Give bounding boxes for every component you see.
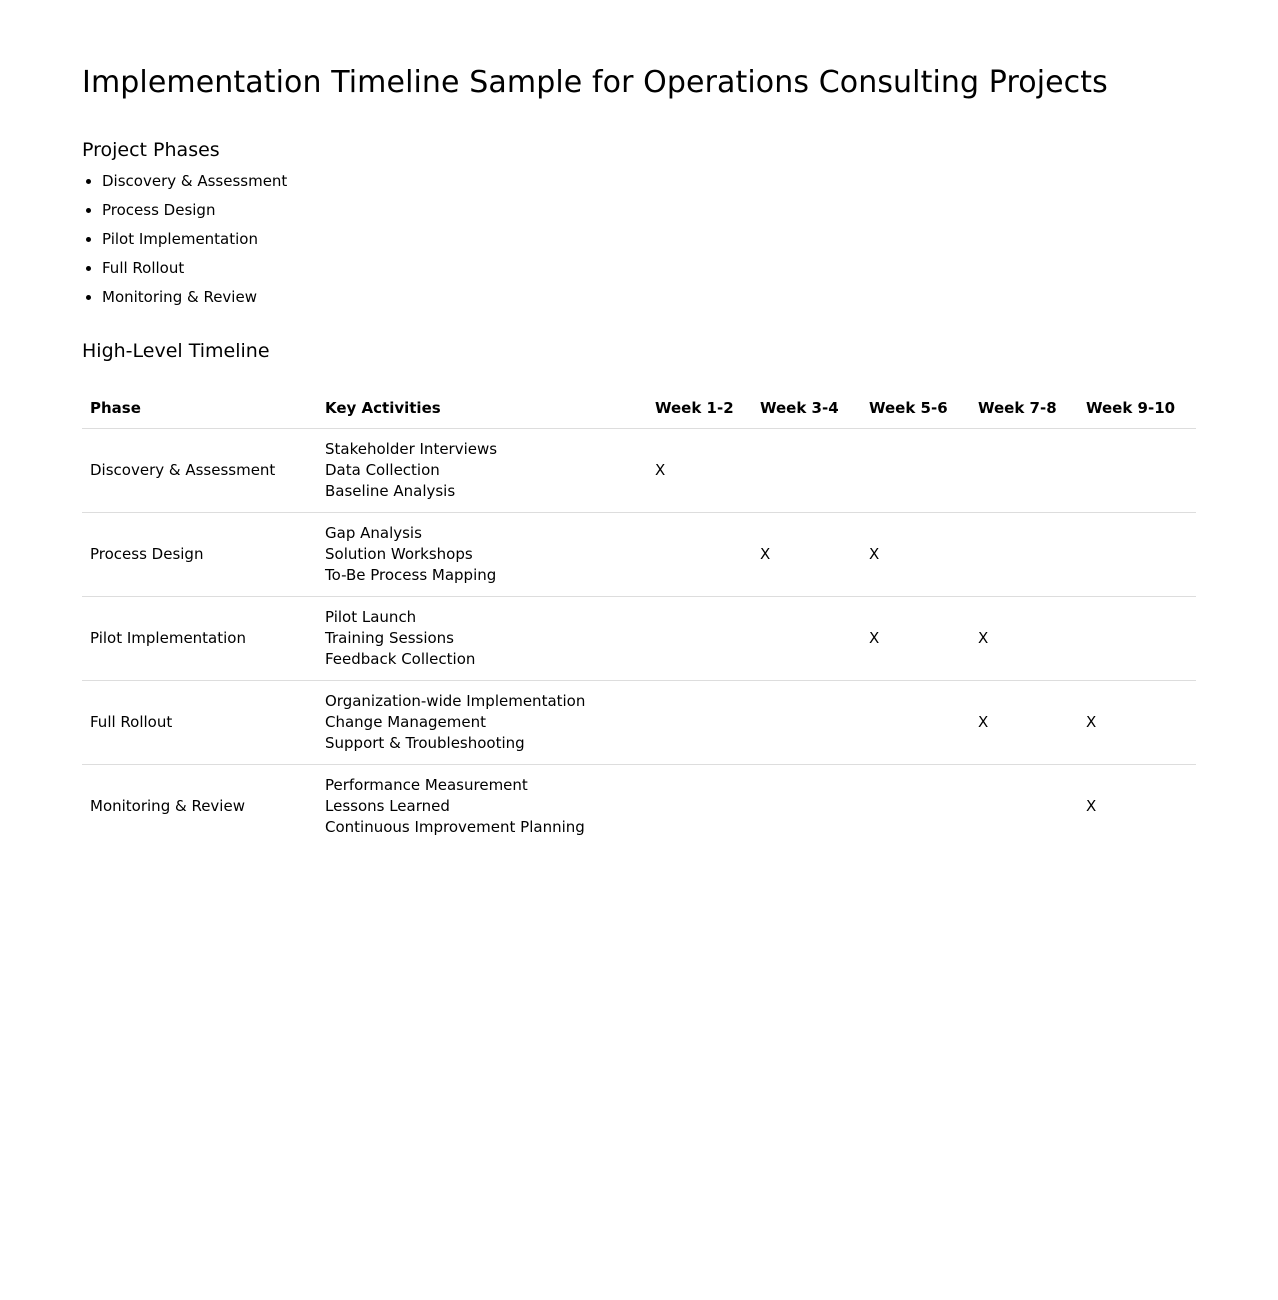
activity: Feedback Collection (325, 650, 476, 668)
activity: Lessons Learned (325, 797, 450, 815)
table-header-row (82, 388, 1196, 429)
week-cell (752, 597, 861, 681)
project-phases-list (82, 171, 1196, 308)
activity: Organization-wide Implementation (325, 692, 586, 710)
week-cell (970, 513, 1078, 597)
week-cell (647, 681, 752, 765)
week-cell (647, 513, 752, 597)
activity: Continuous Improvement Planning (325, 818, 585, 836)
activity: Baseline Analysis (325, 482, 456, 500)
phase-cell: Full Rollout (82, 681, 317, 765)
timeline-table (82, 388, 1196, 848)
week-cell (752, 429, 861, 513)
list-item: • Discovery & Assessment (102, 171, 1196, 192)
week-cell (1078, 597, 1196, 681)
week-cell: X (861, 597, 970, 681)
activity: Support & Troubleshooting (325, 734, 525, 752)
week-cell: X (970, 681, 1078, 765)
column-header-week-1-2: Week 1-2 (647, 388, 752, 429)
list-item: • Process Design (102, 200, 1196, 221)
activity: Change Management (325, 713, 487, 731)
table-row (82, 765, 1196, 849)
activity: Solution Workshops (325, 545, 473, 563)
week-cell: X (970, 597, 1078, 681)
week-cell (647, 765, 752, 849)
week-cell (861, 681, 970, 765)
table-row (82, 597, 1196, 681)
week-cell (1078, 429, 1196, 513)
column-header-key-activities: Key Activities (317, 388, 647, 429)
table-row (82, 513, 1196, 597)
activity: Data Collection (325, 461, 440, 479)
week-cell: X (647, 429, 752, 513)
activities-cell (317, 429, 647, 513)
timeline-heading: High-Level Timeline (82, 340, 270, 362)
activities-cell (317, 513, 647, 597)
page-title: Implementation Timeline Sample for Operations Consulting Projects (82, 65, 1108, 100)
list-item: • Monitoring & Review (102, 287, 1196, 308)
week-cell: X (1078, 681, 1196, 765)
activity: Performance Measurement (325, 776, 528, 794)
week-cell: X (752, 513, 861, 597)
week-cell (970, 429, 1078, 513)
week-cell: X (1086, 797, 1097, 815)
document (82, 62, 1196, 848)
table-row (82, 681, 1196, 765)
activity: Gap Analysis (325, 524, 422, 542)
week-cell (861, 765, 970, 849)
column-header-phase: Phase (82, 388, 317, 429)
activity: Training Sessions (325, 629, 455, 647)
column-header-week-9-10: Week 9-10 (1078, 388, 1196, 429)
week-cell (647, 597, 752, 681)
activities-cell (317, 681, 647, 765)
activity: Stakeholder Interviews (325, 440, 498, 458)
week-cell (752, 765, 861, 849)
column-header-week-5-6: Week 5-6 (861, 388, 970, 429)
column-header-week-7-8: Week 7-8 (970, 388, 1078, 429)
activities-cell (317, 765, 647, 849)
list-item: • Pilot Implementation (102, 229, 1196, 250)
table-row (82, 429, 1196, 513)
week-cell (752, 681, 861, 765)
activity: To-Be Process Mapping (325, 566, 497, 584)
phase-cell: Pilot Implementation (82, 597, 317, 681)
list-item: • Full Rollout (102, 258, 1196, 279)
column-header-week-3-4: Week 3-4 (752, 388, 861, 429)
project-phases-heading: Project Phases (82, 139, 220, 161)
week-cell: X (861, 513, 970, 597)
phase-cell: Discovery & Assessment (82, 429, 317, 513)
activities-cell (317, 597, 647, 681)
phase-cell: Process Design (82, 513, 317, 597)
week-cell (970, 765, 1078, 849)
week-cell (1078, 513, 1196, 597)
week-cell (861, 429, 970, 513)
activity: Pilot Launch (325, 608, 417, 626)
phase-cell: Monitoring & Review (90, 797, 245, 815)
